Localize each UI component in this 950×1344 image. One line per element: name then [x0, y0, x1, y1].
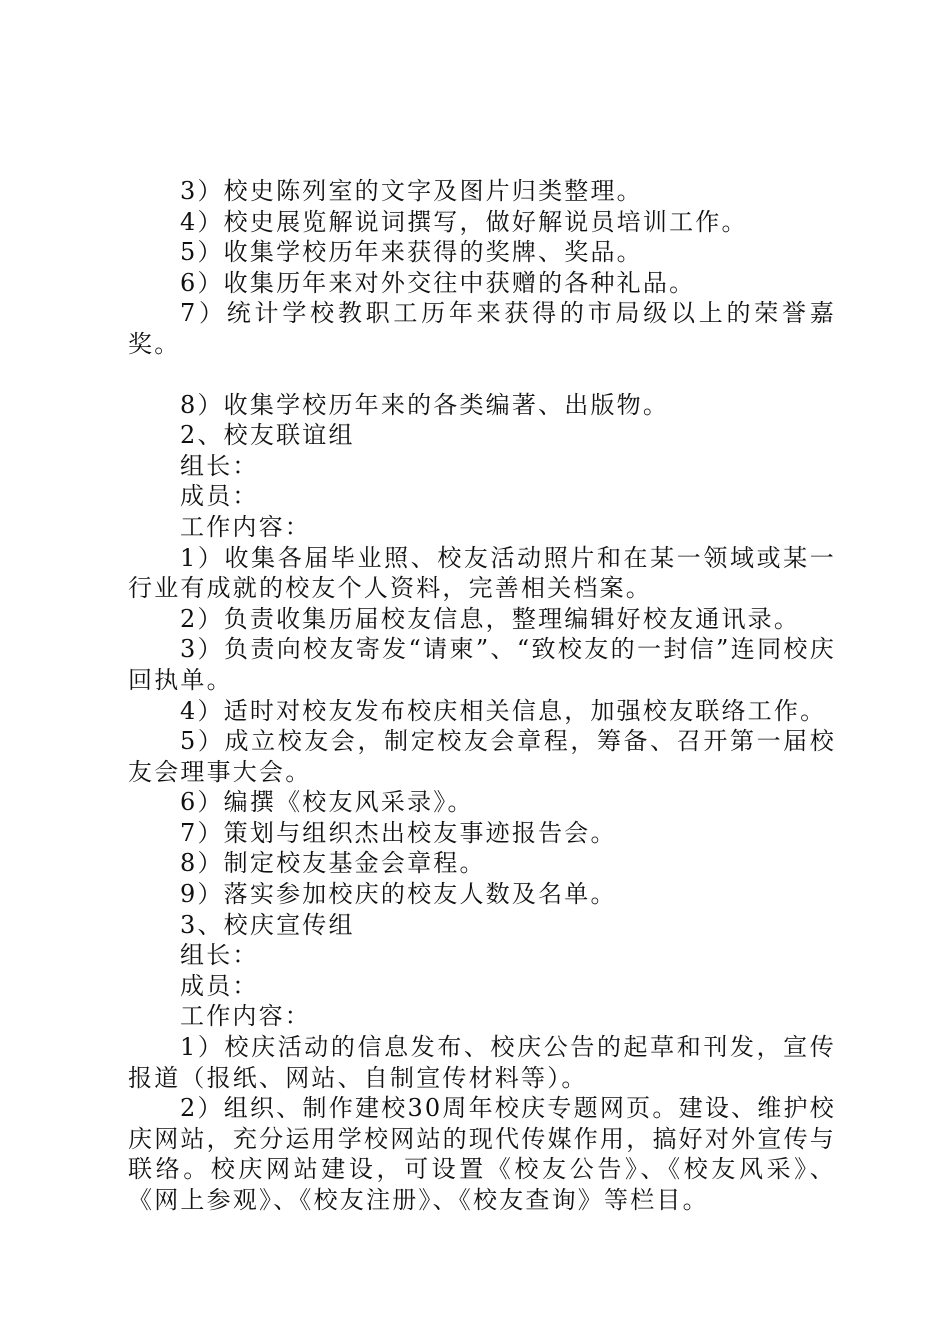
alumni-members-label: 成员：	[180, 482, 259, 511]
alumni-work-label: 工作内容：	[180, 512, 311, 541]
section-heading-alumni: 2、校友联谊组	[180, 421, 355, 450]
paragraph-alumni-4: 4）适时对校友发布校庆相关信息，加强校友联络工作。	[180, 696, 827, 725]
paragraph-publicity-1: 1）校庆活动的信息发布、校庆公告的起草和刊发，宣传报道（报纸、网站、自制宣传材料等）。	[128, 1033, 836, 1092]
paragraph-alumni-1: 1）收集各届毕业照、校友活动照片和在某一领域或某一行业有成就的校友个人资料，完善相关档案。	[128, 543, 836, 603]
section-heading-publicity: 3、校庆宣传组	[180, 910, 355, 939]
paragraph-archive-5: 5）收集学校历年来获得的奖牌、奖品。	[180, 238, 643, 267]
paragraph-alumni-6: 6）编撰《校友风采录》。	[180, 788, 474, 817]
blank-line	[128, 360, 836, 390]
paragraph-archive-8: 8）收集学校历年来的各类编著、出版物。	[180, 390, 670, 419]
paragraph-archive-4: 4）校史展览解说词撰写，做好解说员培训工作。	[180, 207, 748, 236]
paragraph-archive-6: 6）收集历年来对外交往中获赠的各种礼品。	[180, 268, 696, 297]
paragraph-alumni-9: 9）落实参加校庆的校友人数及名单。	[180, 880, 617, 909]
paragraph-archive-3: 3）校史陈列室的文字及图片归类整理。	[180, 177, 643, 205]
document-body	[128, 176, 836, 1216]
paragraph-alumni-7: 7）策划与组织杰出校友事迹报告会。	[180, 818, 617, 847]
paragraph-alumni-3: 3）负责向校友寄发“请柬”、“致校友的一封信”连同校庆回执单。	[128, 635, 836, 694]
paragraph-archive-7: 7）统计学校教职工历年来获得的市局级以上的荣誉嘉奖。	[128, 299, 836, 358]
paragraph-alumni-5: 5）成立校友会，制定校友会章程，筹备、召开第一届校友会理事大会。	[128, 727, 836, 786]
publicity-members-label: 成员：	[180, 971, 259, 1000]
paragraph-alumni-8: 8）制定校友基金会章程。	[180, 849, 486, 878]
paragraph-alumni-2: 2）负责收集历届校友信息，整理编辑好校友通讯录。	[180, 604, 801, 633]
publicity-work-label: 工作内容：	[180, 1002, 311, 1031]
paragraph-publicity-2: 2）组织、制作建校30周年校庆专题网页。建设、维护校庆网站，充分运用学校网站的现代传媒作用，搞好对外宣传与联络。校庆网站建设，可设置《校友公告》、《校友风采》、《网上参观》、《校友注册》、《校友查询》等栏目。	[128, 1094, 836, 1214]
publicity-leader-label: 组长：	[180, 941, 259, 970]
alumni-leader-label: 组长：	[180, 451, 259, 480]
